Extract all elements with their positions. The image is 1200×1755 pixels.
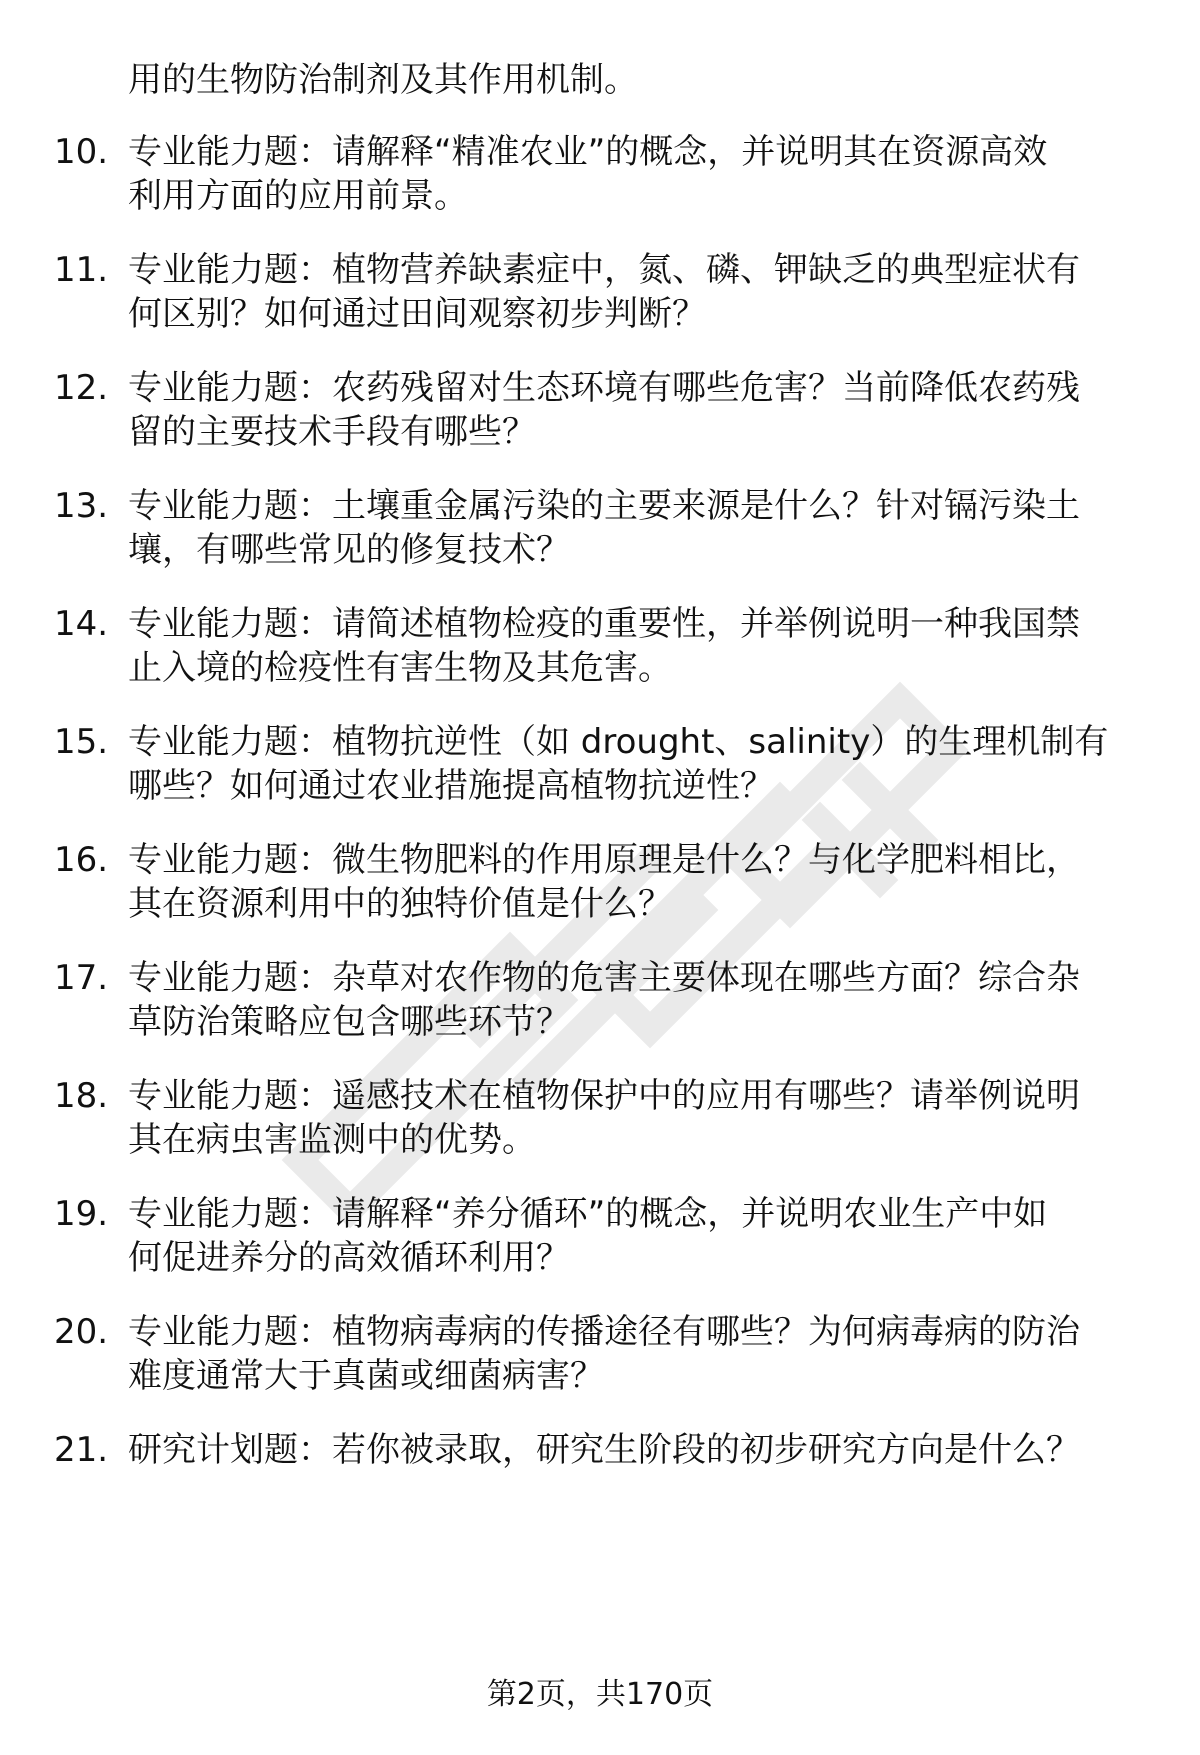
question-text: 专业能力题：请解释“精准农业”的概念，并说明其在资源高效 bbox=[128, 132, 1048, 172]
question-text: 专业能力题：农药残留对生态环境有哪些危害？当前降低农药残 bbox=[128, 368, 1080, 408]
page-footer: 第2页，共170页 bbox=[486, 1677, 714, 1712]
question-number: 17. bbox=[54, 958, 109, 998]
question-text-continued: 其在病虫害监测中的优势。 bbox=[128, 1120, 536, 1160]
intro-continuation-text: 用的生物防治制剂及其作用机制。 bbox=[128, 60, 638, 100]
question-text: 专业能力题：微生物肥料的作用原理是什么？与化学肥料相比， bbox=[128, 840, 1080, 880]
question-text: 专业能力题：请简述植物检疫的重要性，并举例说明一种我国禁 bbox=[128, 604, 1080, 644]
question-number: 10. bbox=[54, 132, 109, 172]
question-number: 16. bbox=[54, 840, 109, 880]
question-text-continued: 壤，有哪些常见的修复技术？ bbox=[128, 530, 570, 570]
question-text: 专业能力题：遥感技术在植物保护中的应用有哪些？请举例说明 bbox=[128, 1076, 1080, 1116]
question-number: 13. bbox=[54, 486, 109, 526]
question-text-continued: 哪些？如何通过农业措施提高植物抗逆性？ bbox=[128, 766, 774, 806]
question-text-continued: 止入境的检疫性有害生物及其危害。 bbox=[128, 648, 672, 688]
question-number: 14. bbox=[54, 604, 109, 644]
question-number: 12. bbox=[54, 368, 109, 408]
question-text-continued: 何促进养分的高效循环利用？ bbox=[128, 1238, 570, 1278]
question-number: 11. bbox=[54, 250, 109, 290]
question-number: 21. bbox=[54, 1430, 109, 1470]
question-number: 18. bbox=[54, 1076, 109, 1116]
question-text-continued: 利用方面的应用前景。 bbox=[128, 176, 468, 216]
question-text: 专业能力题：土壤重金属污染的主要来源是什么？针对镉污染土 bbox=[128, 486, 1080, 526]
question-text: 专业能力题：植物营养缺素症中，氮、磷、钾缺乏的典型症状有 bbox=[128, 250, 1080, 290]
question-text-continued: 留的主要技术手段有哪些？ bbox=[128, 412, 536, 452]
question-text: 研究计划题：若你被录取，研究生阶段的初步研究方向是什么？ bbox=[128, 1430, 1080, 1470]
question-text: 专业能力题：杂草对农作物的危害主要体现在哪些方面？综合杂 bbox=[128, 958, 1080, 998]
question-text-continued: 其在资源利用中的独特价值是什么？ bbox=[128, 884, 672, 924]
question-number: 19. bbox=[54, 1194, 109, 1234]
question-text: 专业能力题：植物病毒病的传播途径有哪些？为何病毒病的防治 bbox=[128, 1312, 1080, 1352]
question-text-continued: 草防治策略应包含哪些环节？ bbox=[128, 1002, 570, 1042]
question-number: 15. bbox=[54, 722, 109, 762]
question-text: 专业能力题：请解释“养分循环”的概念，并说明农业生产中如 bbox=[128, 1194, 1048, 1234]
question-number: 20. bbox=[54, 1312, 109, 1352]
question-text-continued: 难度通常大于真菌或细菌病害？ bbox=[128, 1356, 604, 1396]
question-text: 专业能力题：植物抗逆性（如 drought、salinity）的生理机制有 bbox=[128, 722, 1109, 762]
question-text-continued: 何区别？如何通过田间观察初步判断？ bbox=[128, 294, 706, 334]
